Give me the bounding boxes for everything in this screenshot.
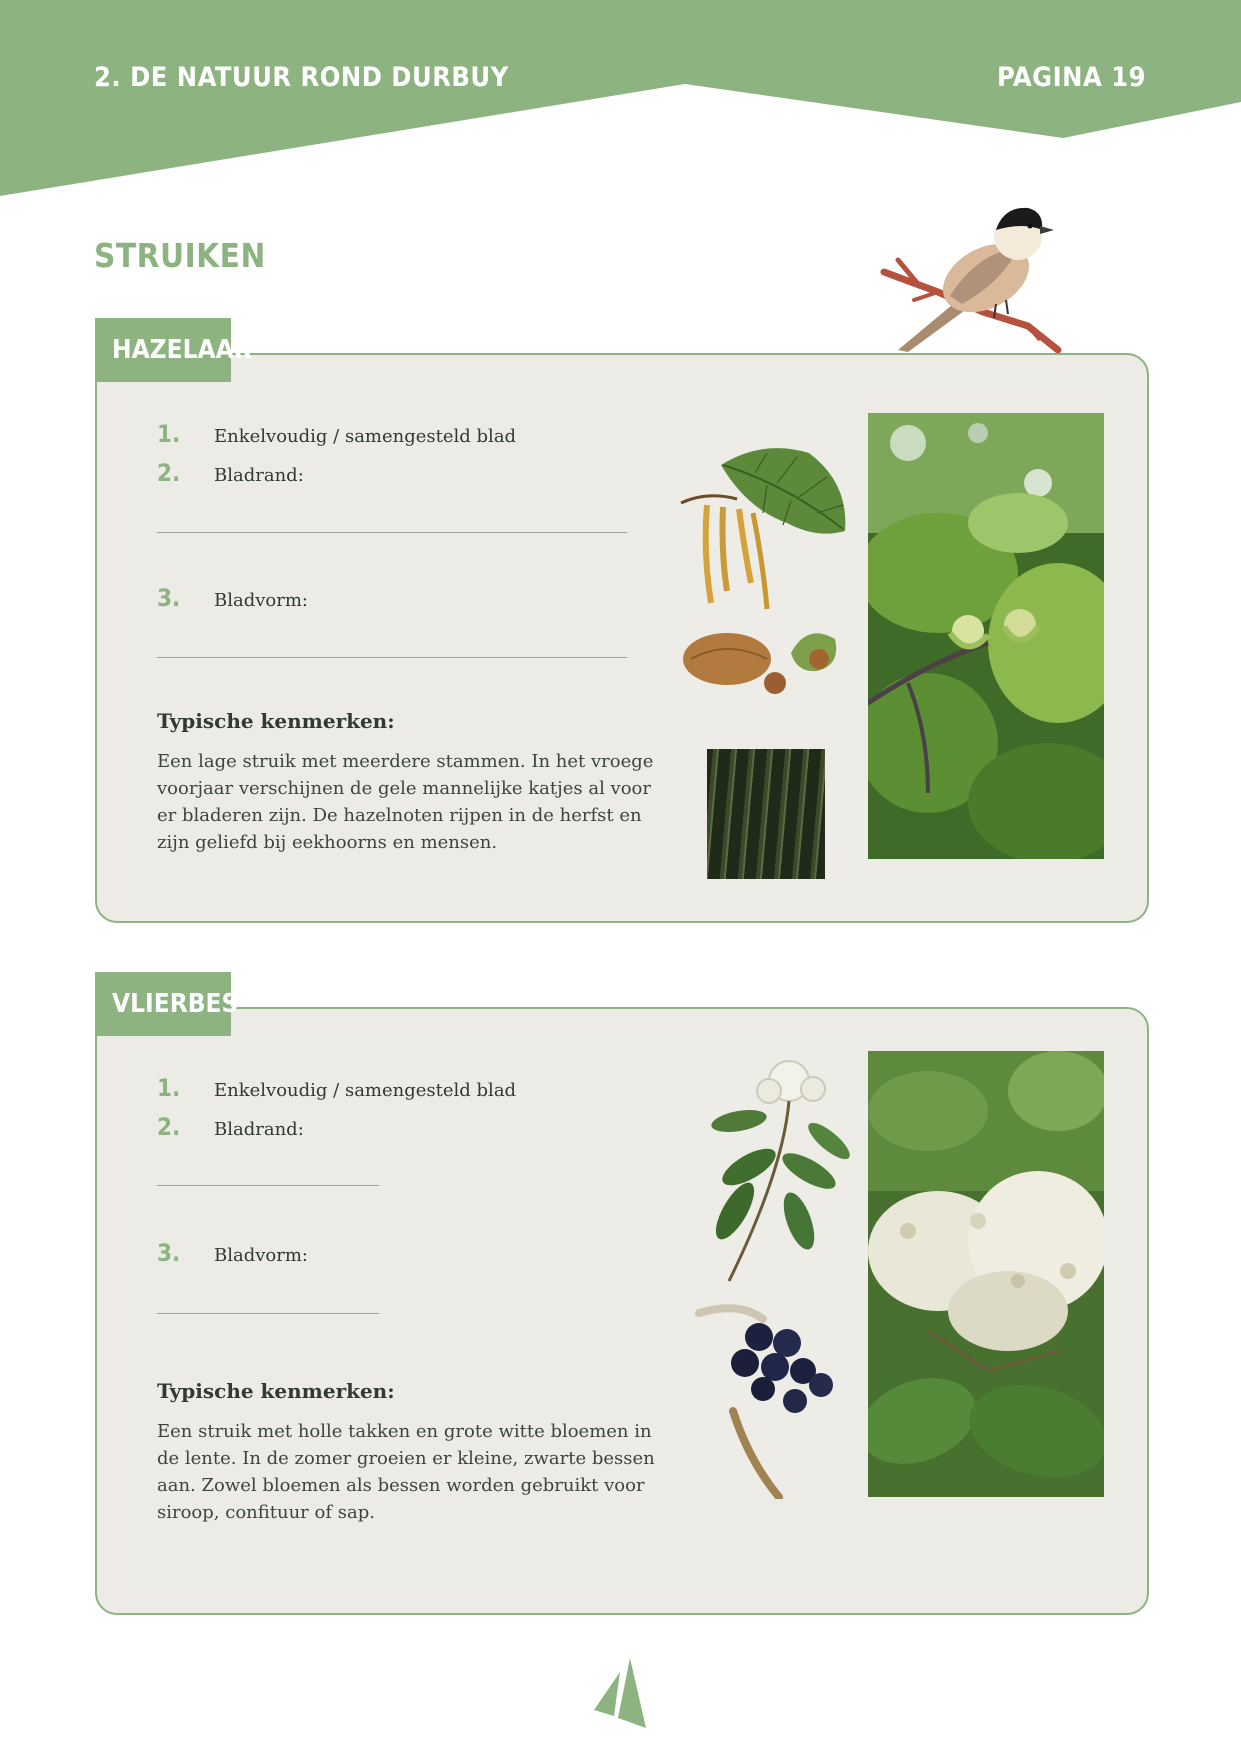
card-hazelaar — [95, 353, 1149, 923]
header-banner — [0, 0, 1241, 200]
hazel-leaf-illustration — [667, 413, 875, 613]
question-label: Bladvorm: — [214, 590, 308, 611]
card-tab-hazelaar: HAZELAAR — [95, 318, 231, 382]
question-label: Bladvorm: — [214, 1245, 308, 1266]
chapter-title: 2. DE NATUUR ROND DURBUY — [94, 62, 509, 93]
page-number: PAGINA 19 — [997, 62, 1146, 93]
answer-line[interactable] — [157, 1185, 379, 1186]
answer-line[interactable] — [157, 1313, 379, 1314]
question-1 — [157, 1074, 516, 1102]
hazel-photo — [868, 413, 1104, 859]
illustration-plate — [679, 1051, 873, 1499]
bird-illustration — [878, 200, 1074, 356]
kenmerken-title: Typische kenmerken: — [157, 709, 395, 733]
question-number: 2. — [157, 1113, 181, 1141]
question-label: Bladrand: — [214, 1119, 304, 1140]
elder-photo — [868, 1051, 1104, 1497]
question-label: Enkelvoudig / samengesteld blad — [214, 1080, 517, 1101]
question-3 — [157, 1239, 308, 1267]
question-label: Bladrand: — [214, 465, 304, 486]
card-vlierbes — [95, 1007, 1149, 1615]
illustration-plate — [667, 413, 875, 907]
question-2 — [157, 459, 304, 487]
question-1 — [157, 420, 516, 448]
question-number: 1. — [157, 1074, 181, 1102]
kenmerken-text: Een lage struik met meerdere stammen. In het vroege voorjaar verschijnen de gele mannelijke katjes al voor er bladeren zijn. De hazelnoten rijpen in de herfst en zijn geliefd bij eekhoorns en mensen. — [157, 751, 654, 853]
section-title: STRUIKEN — [94, 236, 266, 275]
question-number: 2. — [157, 459, 181, 487]
answer-line[interactable] — [157, 657, 627, 658]
kenmerken-text: Een struik met holle takken en grote witte bloemen in de lente. In de zomer groeien er kleine, zwarte bessen aan. Zowel bloemen als bessen worden gebruikt voor siroop, confituur of sap. — [157, 1421, 655, 1523]
question-number: 3. — [157, 1239, 181, 1267]
elder-berries-illustration — [679, 1301, 873, 1499]
question-number: 3. — [157, 584, 181, 612]
question-2 — [157, 1113, 304, 1141]
elder-branch-illustration — [679, 1051, 873, 1301]
card-tab-vlierbes: VLIERBES — [95, 972, 231, 1036]
bark-texture — [707, 749, 825, 879]
hazelnut-illustration — [667, 623, 875, 713]
footer-logo-icon — [592, 1658, 652, 1730]
kenmerken-title: Typische kenmerken: — [157, 1379, 395, 1403]
question-label: Enkelvoudig / samengesteld blad — [214, 426, 517, 447]
question-3 — [157, 584, 308, 612]
answer-line[interactable] — [157, 532, 627, 533]
question-number: 1. — [157, 420, 181, 448]
